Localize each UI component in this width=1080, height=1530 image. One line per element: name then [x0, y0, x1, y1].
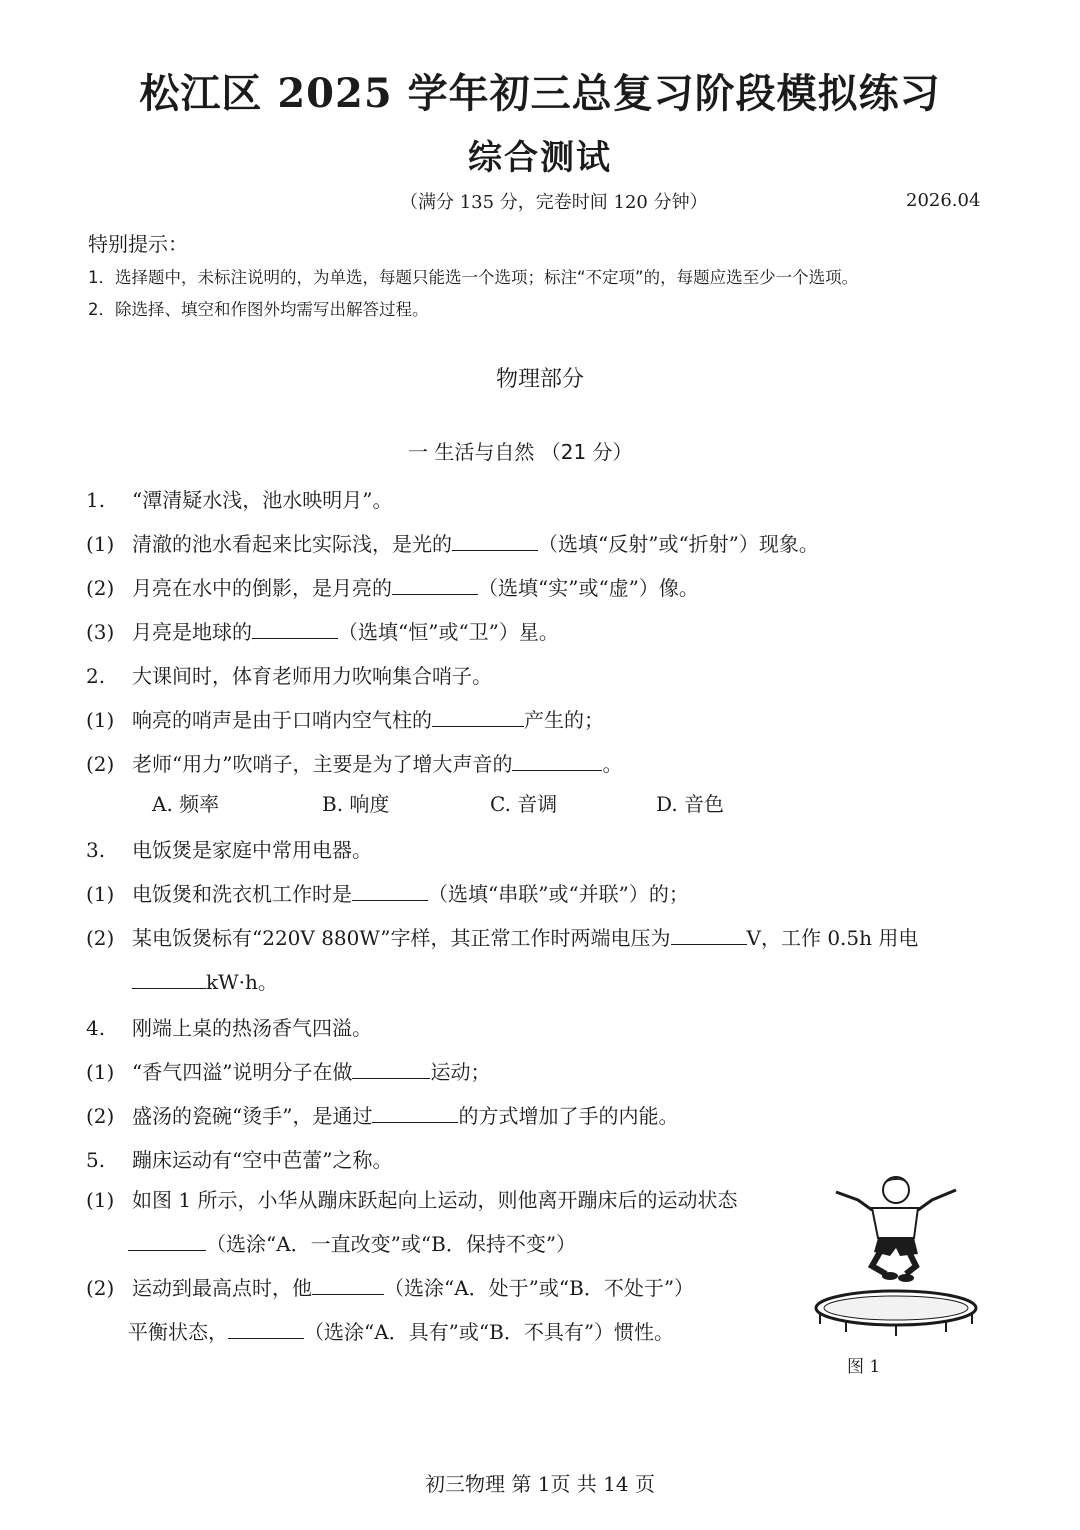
sub-text: 月亮在水中的倒影，是月亮的: [132, 576, 392, 600]
question-3: [86, 834, 372, 863]
sub-text: （选填“恒”或“卫”）星。: [338, 620, 559, 644]
sub-text: 运动到最高点时，他: [132, 1276, 312, 1300]
trampoline-jumper-illustration: [806, 1170, 986, 1340]
sub-number: (2): [86, 1276, 115, 1300]
sub-number: (2): [86, 576, 115, 600]
question-5-1-cont: [128, 1228, 576, 1257]
question-3-2-cont: [132, 966, 278, 995]
sub-number: (3): [86, 620, 115, 644]
answer-blank[interactable]: [432, 706, 524, 727]
sub-text: “香气四溢”说明分子在做: [132, 1060, 353, 1084]
exam-date: 2026.04: [906, 190, 981, 211]
section-title: 物理部分: [495, 367, 584, 392]
option-a[interactable]: A. 频率: [152, 792, 220, 816]
hint-item-1: 1．选择题中，未标注说明的，为单选，每题只能选一个选项；标注“不定项”的，每题应选至少一个选项。: [88, 268, 859, 287]
sub-text: V，工作 0.5h 用电: [746, 926, 919, 950]
sub-text: （选涂“A．处于”或“B．不处于”）: [384, 1276, 695, 1300]
question-1: [86, 484, 392, 513]
question-number: 4.: [86, 1016, 106, 1040]
sub-text: 产生的；: [524, 708, 604, 732]
sub-text: （选涂“A．具有”或“B．不具有”）惯性。: [304, 1320, 675, 1344]
sub-text: （选涂“A．一直改变”或“B．保持不变”）: [206, 1232, 577, 1256]
sub-text: 的方式增加了手的内能。: [458, 1104, 679, 1128]
question-2: [86, 660, 492, 689]
sub-number: (2): [86, 1104, 115, 1128]
question-number: 3.: [86, 838, 106, 862]
sub-number: (1): [86, 532, 115, 556]
question-1-3: [86, 616, 559, 645]
question-stem: 大课间时，体育老师用力吹响集合哨子。: [132, 664, 492, 688]
sub-number: (2): [86, 926, 115, 950]
question-number: 5.: [86, 1148, 106, 1172]
sub-text: （选填“实”或“虚”）像。: [478, 576, 699, 600]
sub-text: 。: [602, 752, 623, 776]
option-c[interactable]: C. 音调: [490, 792, 558, 816]
answer-blank[interactable]: [352, 1058, 430, 1079]
sub-text: 老师“用力”吹哨子，主要是为了增大声音的: [132, 752, 513, 776]
answer-blank[interactable]: [252, 618, 338, 639]
question-stem: 电饭煲是家庭中常用电器。: [132, 838, 372, 862]
sub-text: 清澈的池水看起来比实际浅，是光的: [132, 532, 452, 556]
question-4: [86, 1012, 372, 1041]
sub-number: (1): [86, 1060, 115, 1084]
question-stem: 刚端上桌的热汤香气四溢。: [132, 1016, 372, 1040]
answer-blank[interactable]: [128, 1230, 206, 1251]
sub-text: （选填“串联”或“并联”）的；: [428, 882, 689, 906]
exam-info: （满分 135 分，完卷时间 120 分钟）: [400, 192, 708, 213]
sub-number: (1): [86, 708, 115, 732]
sub-text: 如图 1 所示，小华从蹦床跃起向上运动，则他离开蹦床后的运动状态: [132, 1188, 738, 1212]
sub-text: 月亮是地球的: [132, 620, 252, 644]
sub-number: (1): [86, 1188, 115, 1212]
sub-text: 运动；: [430, 1060, 491, 1084]
sub-text: kW·h。: [206, 970, 278, 994]
question-1-1: [86, 528, 819, 557]
question-stem: 蹦床运动有“空中芭蕾”之称。: [132, 1148, 393, 1172]
sub-text: 某电饭煲标有“220V 880W”字样，其正常工作时两端电压为: [132, 926, 671, 950]
question-4-2: [86, 1100, 678, 1129]
exam-subtitle: 综合测试: [468, 138, 612, 178]
part-title: 一 生活与自然 （21 分）: [408, 440, 633, 464]
answer-blank[interactable]: [352, 880, 428, 901]
figure-label: 图 1: [847, 1357, 881, 1377]
option-b[interactable]: B. 响度: [322, 792, 390, 816]
question-stem: “潭清疑水浅，池水映明月”。: [132, 488, 393, 512]
question-number: 1.: [86, 488, 106, 512]
answer-blank[interactable]: [132, 968, 206, 989]
question-3-1: [86, 878, 689, 907]
question-5-2-cont: [128, 1316, 674, 1345]
answer-blank[interactable]: [392, 574, 478, 595]
answer-blank[interactable]: [372, 1102, 458, 1123]
answer-blank[interactable]: [312, 1274, 384, 1295]
question-1-2: [86, 572, 699, 601]
page-footer: 初三物理 第 1页 共 14 页: [425, 1472, 655, 1496]
question-3-2: [86, 922, 918, 951]
question-number: 2.: [86, 664, 106, 688]
sub-text: 平衡状态，: [128, 1320, 228, 1344]
sub-text: （选填“反射”或“折射”）现象。: [538, 532, 819, 556]
exam-title: 松江区 2025 学年初三总复习阶段模拟练习: [139, 70, 941, 117]
question-2-2: [86, 748, 622, 777]
sub-text: 盛汤的瓷碗“烫手”，是通过: [132, 1104, 373, 1128]
question-4-1: [86, 1056, 490, 1085]
sub-number: (1): [86, 882, 115, 906]
option-d[interactable]: D. 音色: [656, 792, 725, 816]
sub-number: (2): [86, 752, 115, 776]
answer-blank[interactable]: [671, 924, 747, 945]
answer-blank[interactable]: [228, 1318, 304, 1339]
hints-heading: 特别提示：: [88, 232, 188, 256]
sub-text: 响亮的哨声是由于口哨内空气柱的: [132, 708, 432, 732]
answer-blank[interactable]: [452, 530, 538, 551]
hint-item-2: 2．除选择、填空和作图外均需写出解答过程。: [88, 300, 429, 319]
answer-blank[interactable]: [512, 750, 602, 771]
sub-text: 电饭煲和洗衣机工作时是: [132, 882, 352, 906]
question-5: [86, 1144, 392, 1173]
question-5-2: [86, 1272, 694, 1301]
question-2-1: [86, 704, 604, 733]
question-5-1: [86, 1184, 737, 1213]
